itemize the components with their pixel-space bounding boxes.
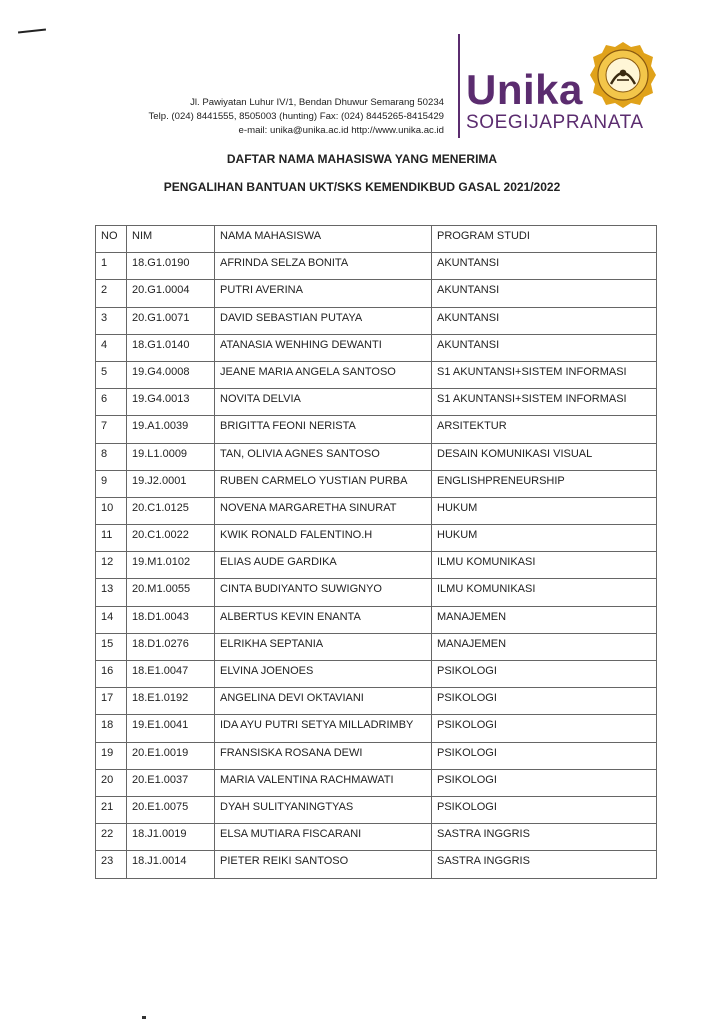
- email-web-line: e-mail: unika@unika.ac.id http://www.unika.ac.id: [238, 125, 444, 136]
- cell-nim: 20.G1.0004: [127, 280, 215, 307]
- cell-name: MARIA VALENTINA RACHMAWATI: [215, 769, 432, 796]
- cell-prodi: ILMU KOMUNIKASI: [432, 579, 657, 606]
- table-row: [96, 661, 657, 688]
- cell-nim: 18.D1.0276: [127, 633, 215, 660]
- cell-prodi: DESAIN KOMUNIKASI VISUAL: [432, 443, 657, 470]
- table-row: [96, 416, 657, 443]
- cell-no: 10: [96, 497, 127, 524]
- scan-mark: [142, 1016, 146, 1019]
- cell-nim: 19.G4.0013: [127, 389, 215, 416]
- cell-prodi: AKUNTANSI: [432, 280, 657, 307]
- cell-name: NOVITA DELVIA: [215, 389, 432, 416]
- cell-no: 14: [96, 606, 127, 633]
- cell-name: BRIGITTA FEONI NERISTA: [215, 416, 432, 443]
- cell-prodi: AKUNTANSI: [432, 253, 657, 280]
- cell-name: FRANSISKA ROSANA DEWI: [215, 742, 432, 769]
- cell-name: KWIK RONALD FALENTINO.H: [215, 525, 432, 552]
- table-row: [96, 824, 657, 851]
- document-subtitle: PENGALIHAN BANTUAN UKT/SKS KEMENDIKBUD GASAL 2021/2022: [163, 180, 561, 194]
- column-header-no: NO: [96, 226, 127, 253]
- table-row: [96, 688, 657, 715]
- cell-prodi: AKUNTANSI: [432, 334, 657, 361]
- table-row: [96, 253, 657, 280]
- cell-no: 3: [96, 307, 127, 334]
- cell-nim: 20.C1.0022: [127, 525, 215, 552]
- table-row: [96, 633, 657, 660]
- column-header-name: NAMA MAHASISWA: [215, 226, 432, 253]
- table-row: [96, 552, 657, 579]
- letterhead-address: [149, 96, 445, 138]
- cell-prodi: ARSITEKTUR: [432, 416, 657, 443]
- cell-prodi: AKUNTANSI: [432, 307, 657, 334]
- cell-nim: 20.E1.0075: [127, 796, 215, 823]
- cell-no: 1: [96, 253, 127, 280]
- cell-name: RUBEN CARMELO YUSTIAN PURBA: [215, 470, 432, 497]
- table-row: [96, 742, 657, 769]
- cell-nim: 20.E1.0037: [127, 769, 215, 796]
- cell-nim: 18.E1.0047: [127, 661, 215, 688]
- cell-no: 21: [96, 796, 127, 823]
- cell-nim: 20.M1.0055: [127, 579, 215, 606]
- cell-no: 11: [96, 525, 127, 552]
- table-row: [96, 389, 657, 416]
- cell-nim: 18.E1.0192: [127, 688, 215, 715]
- table-row: [96, 796, 657, 823]
- brand-subname: SOEGIJAPRANATA: [466, 112, 644, 133]
- cell-prodi: PSIKOLOGI: [432, 688, 657, 715]
- table-row: [96, 851, 657, 878]
- cell-prodi: PSIKOLOGI: [432, 796, 657, 823]
- table-row: [96, 525, 657, 552]
- cell-name: CINTA BUDIYANTO SUWIGNYO: [215, 579, 432, 606]
- cell-no: 8: [96, 443, 127, 470]
- cell-nim: 18.G1.0190: [127, 253, 215, 280]
- table-row: [96, 606, 657, 633]
- cell-no: 15: [96, 633, 127, 660]
- cell-nim: 19.A1.0039: [127, 416, 215, 443]
- cell-name: ALBERTUS KEVIN ENANTA: [215, 606, 432, 633]
- table-row: [96, 334, 657, 361]
- table-row: [96, 470, 657, 497]
- cell-name: IDA AYU PUTRI SETYA MILLADRIMBY: [215, 715, 432, 742]
- cell-prodi: ENGLISHPRENEURSHIP: [432, 470, 657, 497]
- cell-prodi: PSIKOLOGI: [432, 715, 657, 742]
- cell-nim: 19.M1.0102: [127, 552, 215, 579]
- table-header-row: [96, 226, 657, 253]
- table-row: [96, 307, 657, 334]
- cell-no: 17: [96, 688, 127, 715]
- cell-nim: 19.E1.0041: [127, 715, 215, 742]
- cell-no: 22: [96, 824, 127, 851]
- cell-name: TAN, OLIVIA AGNES SANTOSO: [215, 443, 432, 470]
- brand-name: Unika: [466, 66, 583, 113]
- cell-prodi: PSIKOLOGI: [432, 661, 657, 688]
- cell-nim: 20.C1.0125: [127, 497, 215, 524]
- cell-name: ATANASIA WENHING DEWANTI: [215, 334, 432, 361]
- cell-no: 5: [96, 361, 127, 388]
- table-row: [96, 769, 657, 796]
- cell-name: ANGELINA DEVI OKTAVIANI: [215, 688, 432, 715]
- cell-no: 18: [96, 715, 127, 742]
- cell-no: 13: [96, 579, 127, 606]
- table-row: [96, 497, 657, 524]
- cell-no: 6: [96, 389, 127, 416]
- cell-no: 16: [96, 661, 127, 688]
- cell-name: JEANE MARIA ANGELA SANTOSO: [215, 361, 432, 388]
- table-row: [96, 361, 657, 388]
- cell-prodi: HUKUM: [432, 497, 657, 524]
- document-title: DAFTAR NAMA MAHASISWA YANG MENERIMA: [226, 152, 498, 166]
- letterhead-divider: [458, 34, 460, 138]
- cell-no: 19: [96, 742, 127, 769]
- column-header-nim: NIM: [127, 226, 215, 253]
- cell-prodi: S1 AKUNTANSI+SISTEM INFORMASI: [432, 389, 657, 416]
- table-row: [96, 579, 657, 606]
- column-header-prodi: PROGRAM STUDI: [432, 226, 657, 253]
- student-table: [95, 225, 657, 879]
- table-row: [96, 715, 657, 742]
- cell-nim: 18.D1.0043: [127, 606, 215, 633]
- cell-prodi: S1 AKUNTANSI+SISTEM INFORMASI: [432, 361, 657, 388]
- cell-name: PIETER REIKI SANTOSO: [215, 851, 432, 878]
- cell-nim: 19.G4.0008: [127, 361, 215, 388]
- cell-prodi: ILMU KOMUNIKASI: [432, 552, 657, 579]
- cell-prodi: SASTRA INGGRIS: [432, 851, 657, 878]
- cell-no: 20: [96, 769, 127, 796]
- cell-prodi: MANAJEMEN: [432, 606, 657, 633]
- cell-name: AFRINDA SELZA BONITA: [215, 253, 432, 280]
- scan-mark: [18, 29, 46, 34]
- cell-nim: 18.J1.0019: [127, 824, 215, 851]
- table-row: [96, 443, 657, 470]
- cell-name: ELRIKHA SEPTANIA: [215, 633, 432, 660]
- university-seal-icon: [588, 40, 658, 110]
- cell-no: 4: [96, 334, 127, 361]
- cell-nim: 18.G1.0140: [127, 334, 215, 361]
- cell-no: 23: [96, 851, 127, 878]
- cell-name: DAVID SEBASTIAN PUTAYA: [215, 307, 432, 334]
- cell-prodi: PSIKOLOGI: [432, 742, 657, 769]
- cell-no: 2: [96, 280, 127, 307]
- cell-name: ELVINA JOENOES: [215, 661, 432, 688]
- contact-line: Telp. (024) 8441555, 8505003 (hunting) Fax: (024) 8445265-8415429: [148, 111, 444, 122]
- cell-name: ELSA MUTIARA FISCARANI: [215, 824, 432, 851]
- cell-name: DYAH SULITYANINGTYAS: [215, 796, 432, 823]
- cell-name: ELIAS AUDE GARDIKA: [215, 552, 432, 579]
- cell-nim: 18.J1.0014: [127, 851, 215, 878]
- address-line: Jl. Pawiyatan Luhur IV/1, Bendan Dhuwur Semarang 50234: [190, 97, 444, 108]
- cell-nim: 20.E1.0019: [127, 742, 215, 769]
- cell-no: 7: [96, 416, 127, 443]
- cell-prodi: SASTRA INGGRIS: [432, 824, 657, 851]
- cell-prodi: HUKUM: [432, 525, 657, 552]
- cell-nim: 19.J2.0001: [127, 470, 215, 497]
- cell-no: 12: [96, 552, 127, 579]
- cell-name: PUTRI AVERINA: [215, 280, 432, 307]
- cell-nim: 19.L1.0009: [127, 443, 215, 470]
- cell-nim: 20.G1.0071: [127, 307, 215, 334]
- cell-no: 9: [96, 470, 127, 497]
- table-row: [96, 280, 657, 307]
- cell-name: NOVENA MARGARETHA SINURAT: [215, 497, 432, 524]
- cell-prodi: PSIKOLOGI: [432, 769, 657, 796]
- cell-prodi: MANAJEMEN: [432, 633, 657, 660]
